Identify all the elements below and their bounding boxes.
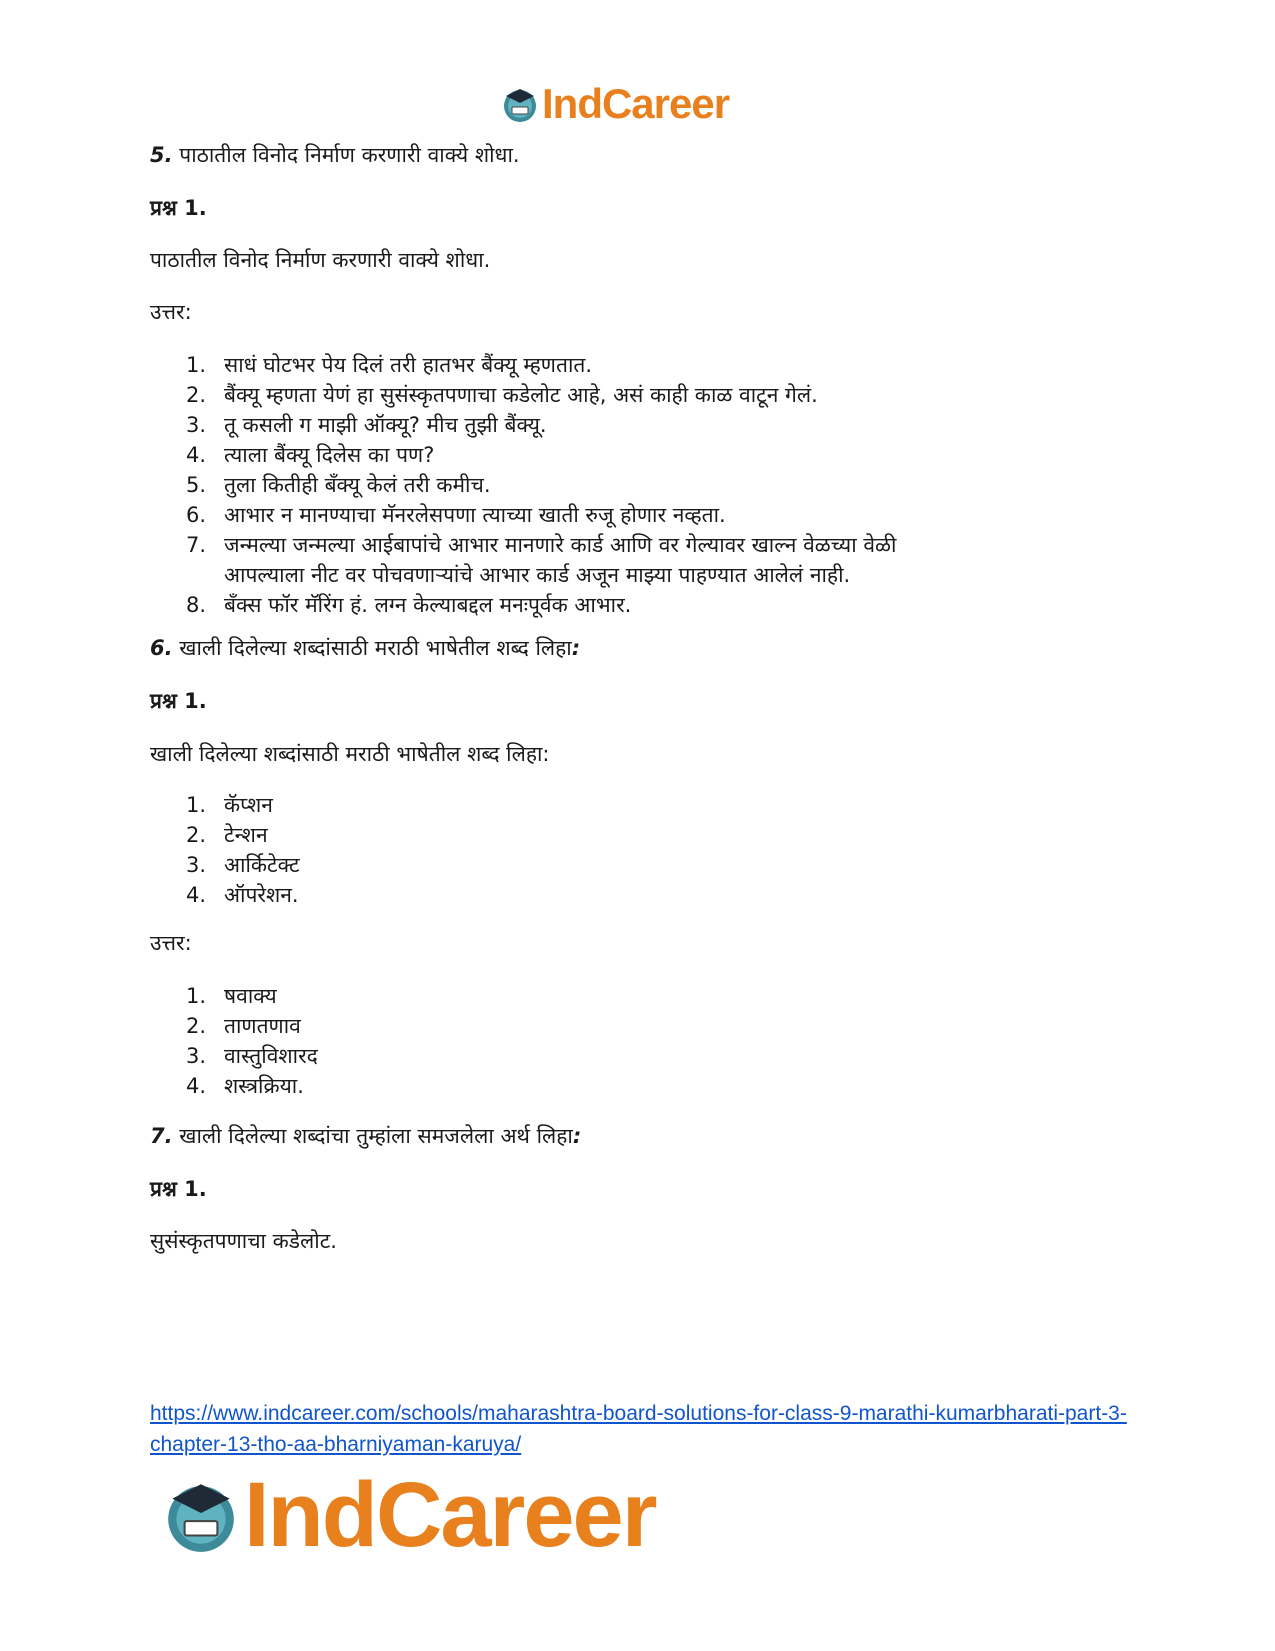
q6-word-list [150,790,300,910]
list-item: 2. टेन्शन [186,823,268,847]
header-logo [500,80,729,128]
source-url-link[interactable]: https://www.indcareer.com/schools/maharashtra-board-solutions-for-class-9-marathi-kumarbharati-part-3-chapter-13-tho-aa-bharniyaman-karuya/ [150,1402,1127,1456]
list-item: 4. शस्त्रक्रिया. [186,1074,304,1098]
list-item: 6. आभार न मानण्याचा मॅनरलेसपणा त्याच्या खाती रुजू होणार नव्हता. [186,503,726,527]
q6-heading: 6. खाली दिलेल्या शब्दांसाठी मराठी भाषेतील शब्द लिहा: [150,636,581,660]
list-item: 5. तुला कितीही बँक्यू केलं तरी कमीच. [186,473,491,497]
q6-answer-list [150,981,318,1101]
list-item: 1. षवाक्य [186,984,277,1008]
q7-heading: 7. खाली दिलेल्या शब्दांचा तुम्हांला समजलेला अर्थ लिहा: [150,1124,582,1148]
list-item: 3. आर्किटेक्ट [186,853,300,877]
list-item: 2. ताणतणाव [186,1014,301,1038]
list-item: 3. वास्तुविशारद [186,1044,318,1068]
q6-prashna: प्रश्न 1. [150,689,207,713]
list-item: 8. बँक्स फॉर मॅरिंग हं. लग्न केल्याबद्दल मनःपूर्वक आभार. [186,593,632,617]
q5-uttar: उत्तर: [150,300,192,324]
q7-question: सुसंस्कृतपणाचा कडेलोट. [150,1229,337,1253]
list-item: 2. बैंक्यू म्हणता येणं हा सुसंस्कृतपणाचा कडेलोट आहे, असं काही काळ वाटून गेलं. [186,383,818,407]
list-item: 3. तू कसली ग माझी ऑक्यू? मीच तुझी बैंक्यू. [186,413,547,437]
brand-wordmark: IndCareer [542,80,730,127]
footer-logo [160,1464,656,1566]
globe-graduation-cap-icon [160,1474,242,1556]
q5-question: पाठातील विनोद निर्माण करणारी वाक्ये शोधा. [150,248,491,272]
brand-wordmark: IndCareer [244,1464,656,1566]
q5-prashna: प्रश्न 1. [150,196,207,220]
list-item: 1. कॅप्शन [186,793,273,817]
list-item: 1. साधं घोटभर पेय दिलं तरी हातभर बैंक्यू म्हणतात. [186,353,593,377]
globe-graduation-cap-icon [500,84,540,124]
q5-heading: 5. पाठातील विनोद निर्माण करणारी वाक्ये शोधा. [150,143,520,167]
list-item: 4. त्याला बैंक्यू दिलेस का पण? [186,443,435,467]
q6-uttar: उत्तर: [150,931,192,955]
q6-question: खाली दिलेल्या शब्दांसाठी मराठी भाषेतील शब्द लिहा: [150,742,550,766]
list-item: 7. जन्मल्या जन्मल्या आईबापांचे आभार मानणारे कार्ड आणि वर गेल्यावर खाल्न वेळच्या वेळी आपल्याला नीट वर पोचवणाऱ्यांचे आभार कार्ड अजून माझ्या पाहण्यात आलेलं नाही. [186,533,897,587]
list-item: 4. ऑपरेशन. [186,883,299,907]
q7-prashna: प्रश्न 1. [150,1177,207,1201]
q5-answer-list [150,350,896,620]
